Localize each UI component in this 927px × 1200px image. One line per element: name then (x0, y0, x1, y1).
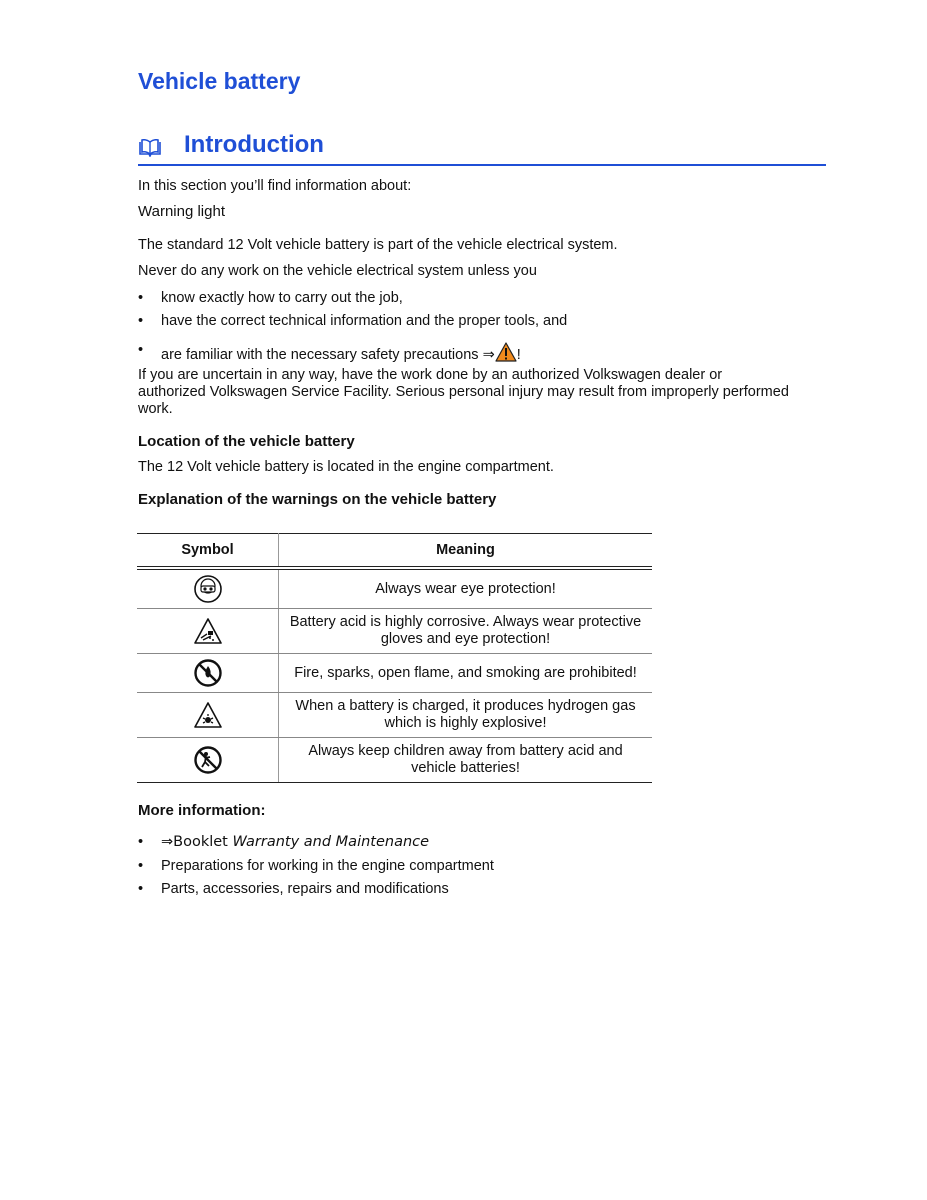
table-cell-meaning: When a battery is charged, it produces hydrogen gas which is highly explosive! (279, 693, 653, 738)
table-row (137, 738, 652, 783)
table-header-row (137, 534, 652, 569)
table-cell-meaning: Always wear eye protection! (279, 568, 653, 609)
more-info-heading: More information: (138, 802, 266, 819)
keep-children-away-icon (193, 745, 223, 775)
more-info-link[interactable]: Preparations for working in the engine compartment (161, 858, 494, 874)
list-item-text: are familiar with the necessary safety precautions ⇒ ! (161, 342, 521, 364)
column-header-symbol: Symbol (137, 534, 279, 569)
table-row (137, 654, 652, 693)
warnings-heading: Explanation of the warnings on the vehicle battery (138, 491, 497, 508)
more-info-link[interactable]: Parts, accessories, repairs and modifications (161, 881, 449, 897)
list-item-text: know exactly how to carry out the job, (161, 290, 403, 306)
intro-para-3-line-3: work. (138, 401, 173, 417)
table-row (137, 693, 652, 738)
no-flame-icon (193, 658, 223, 688)
intro-lead: In this section you’ll find information about: (138, 178, 412, 194)
warning-triangle-icon[interactable] (495, 342, 517, 362)
section-heading: Introduction (184, 131, 324, 158)
table-row (137, 568, 652, 609)
location-text: The 12 Volt vehicle battery is located in the engine compartment. (138, 459, 554, 475)
column-header-meaning: Meaning (279, 534, 653, 569)
table-cell-meaning: Battery acid is highly corrosive. Always wear protective gloves and eye protection! (279, 609, 653, 654)
intro-para-3-line-1: If you are uncertain in any way, have the work done by an authorized Volkswagen dealer or (138, 367, 723, 383)
table-row (137, 609, 652, 654)
corrosive-acid-icon (193, 616, 223, 646)
book-icon (138, 139, 162, 157)
list-item-text: have the correct technical information and the proper tools, and (161, 313, 568, 329)
section-header (138, 131, 826, 166)
page-title: Vehicle battery (138, 68, 301, 94)
location-heading: Location of the vehicle battery (138, 433, 355, 450)
warnings-table (137, 533, 652, 783)
intro-para-2: Never do any work on the vehicle electrical system unless you (138, 263, 537, 279)
table-cell-meaning: Always keep children away from battery acid and vehicle batteries! (279, 738, 653, 783)
intro-topic-link[interactable]: Warning light (138, 203, 225, 220)
intro-para-1: The standard 12 Volt vehicle battery is part of the vehicle electrical system. (138, 237, 618, 253)
safety-reference-link[interactable]: are familiar with the necessary safety precautions ⇒ (161, 347, 495, 363)
explosive-gas-icon (193, 700, 223, 730)
eye-protection-icon (193, 574, 223, 604)
booklet-reference-link[interactable]: ⇒Booklet Warranty and Maintenance (161, 834, 430, 850)
intro-para-3-line-2: authorized Volkswagen Service Facility. Serious personal injury may result from improperly performed (138, 384, 789, 400)
table-cell-meaning: Fire, sparks, open flame, and smoking are prohibited! (279, 654, 653, 693)
